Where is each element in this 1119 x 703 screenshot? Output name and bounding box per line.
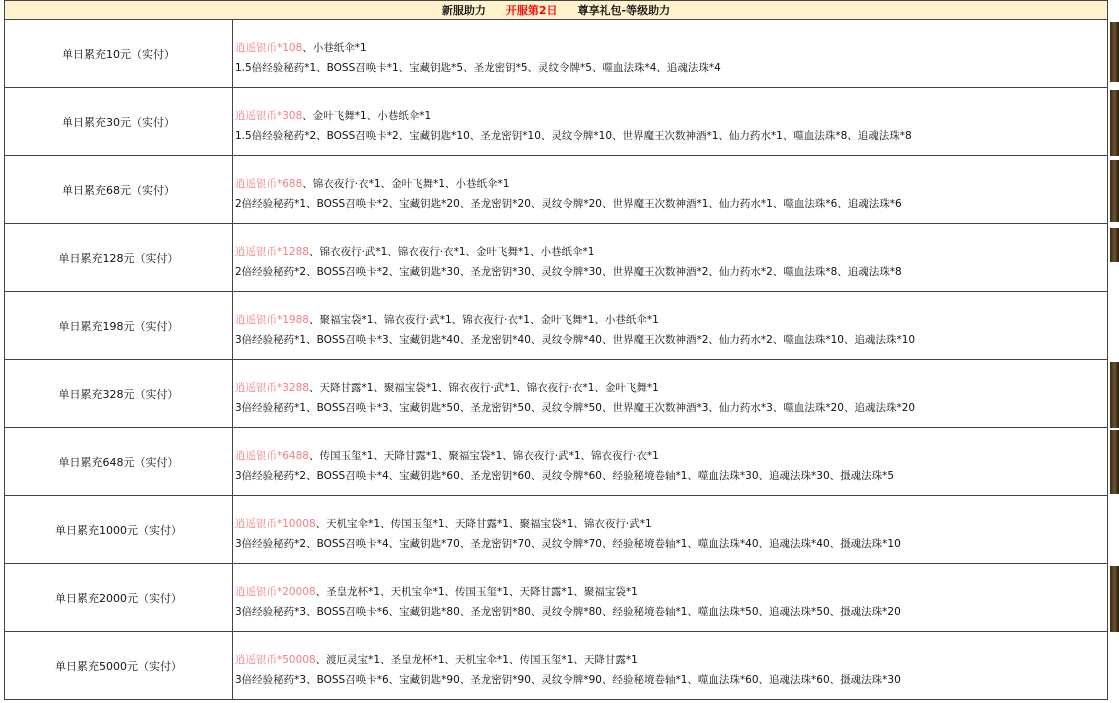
side-image-strip xyxy=(1110,228,1119,262)
reward-line-2: 3倍经验秘药*1、BOSS召唤卡*3、宝藏钥匙*50、圣龙密钥*50、灵纹令牌*50、世界魔王次数神酒*3、仙力药水*3、噬血法珠*20、追魂法珠*20 xyxy=(235,402,916,414)
side-image-strip xyxy=(1110,566,1119,632)
reward-items: 、金叶飞舞*1、小巷纸伞*1 xyxy=(302,110,432,122)
reward-line-2: 3倍经验秘药*1、BOSS召唤卡*3、宝藏钥匙*40、圣龙密钥*40、灵纹令牌*40、世界魔王次数神酒*2、仙力药水*2、噬血法珠*10、追魂法珠*10 xyxy=(235,334,916,346)
table-row xyxy=(4,156,1108,224)
reward-cell xyxy=(233,496,1107,563)
tier-label: 单日累充5000元（实付） xyxy=(55,659,182,673)
reward-line-2: 1.5倍经验秘药*2、BOSS召唤卡*2、宝藏钥匙*10、圣龙密钥*10、灵纹令牌*10、世界魔王次数神酒*1、仙力药水*1、噬血法珠*8、追魂法珠*8 xyxy=(235,130,912,142)
header-package: 尊享礼包-等级助力 xyxy=(577,4,671,17)
side-image-strip xyxy=(1110,430,1119,494)
side-image-strip xyxy=(1110,22,1119,82)
tier-cell xyxy=(5,224,233,291)
side-image-strip xyxy=(1110,90,1119,156)
silver-coin-reward: 逍遥银币*50008 xyxy=(235,654,316,666)
reward-line-1 xyxy=(235,378,1107,398)
table-row xyxy=(4,496,1108,564)
silver-coin-reward: 逍遥银币*3288 xyxy=(235,382,309,394)
reward-items: 、传国玉玺*1、天降甘露*1、聚福宝袋*1、锦衣夜行·武*1、锦衣夜行·衣*1 xyxy=(308,450,659,462)
reward-cell xyxy=(233,564,1107,631)
silver-coin-reward: 逍遥银币*108 xyxy=(235,42,303,54)
reward-line-2: 2倍经验秘药*2、BOSS召唤卡*2、宝藏钥匙*30、圣龙密钥*30、灵纹令牌*30、世界魔王次数神酒*2、仙力药水*2、噬血法珠*8、追魂法珠*8 xyxy=(235,266,902,278)
reward-line-1 xyxy=(235,446,1107,466)
reward-table xyxy=(4,0,1108,703)
tier-cell xyxy=(5,156,233,223)
tier-label: 单日累充198元（实付） xyxy=(58,319,179,333)
reward-line-1 xyxy=(235,174,1107,194)
silver-coin-reward: 逍遥银币*1988 xyxy=(235,314,309,326)
table-row xyxy=(4,292,1108,360)
reward-cell xyxy=(233,224,1107,291)
tier-label: 单日累充2000元（实付） xyxy=(55,591,182,605)
reward-line-1 xyxy=(235,106,1107,126)
reward-cell xyxy=(233,156,1107,223)
silver-coin-reward: 逍遥银币*308 xyxy=(235,110,303,122)
reward-cell xyxy=(233,632,1107,699)
reward-items: 、圣皇龙杯*1、天机宝伞*1、传国玉玺*1、天降甘露*1、聚福宝袋*1 xyxy=(315,586,638,598)
tier-cell xyxy=(5,564,233,631)
reward-line-1 xyxy=(235,310,1107,330)
reward-cell xyxy=(233,428,1107,495)
tier-label: 单日累充328元（实付） xyxy=(58,387,179,401)
header-newserver: 新服助力 xyxy=(441,4,486,17)
silver-coin-reward: 逍遥银币*688 xyxy=(235,178,303,190)
silver-coin-reward: 逍遥银币*20008 xyxy=(235,586,316,598)
tier-cell xyxy=(5,292,233,359)
tier-label: 单日累充10元（实付） xyxy=(62,47,175,61)
silver-coin-reward: 逍遥银币*1288 xyxy=(235,246,309,258)
table-row xyxy=(4,224,1108,292)
silver-coin-reward: 逍遥银币*10008 xyxy=(235,518,316,530)
reward-line-2: 3倍经验秘药*2、BOSS召唤卡*4、宝藏钥匙*60、圣龙密钥*60、灵纹令牌*60、经验秘境卷轴*1、噬血法珠*30、追魂法珠*30、摄魂法珠*5 xyxy=(235,470,895,482)
tier-cell xyxy=(5,496,233,563)
side-image-strip xyxy=(1110,160,1119,222)
tier-cell xyxy=(5,632,233,699)
reward-line-2: 1.5倍经验秘药*1、BOSS召唤卡*1、宝藏钥匙*5、圣龙密钥*5、灵纹令牌*5、噬血法珠*4、追魂法珠*4 xyxy=(235,62,721,74)
tier-label: 单日累充30元（实付） xyxy=(62,115,175,129)
tier-label: 单日累充128元（实付） xyxy=(58,251,179,265)
table-row xyxy=(4,632,1108,700)
reward-items: 、锦衣夜行·武*1、锦衣夜行·衣*1、金叶飞舞*1、小巷纸伞*1 xyxy=(308,246,595,258)
table-body xyxy=(4,20,1108,700)
reward-line-2: 3倍经验秘药*3、BOSS召唤卡*6、宝藏钥匙*80、圣龙密钥*80、灵纹令牌*80、经验秘境卷轴*1、噬血法珠*50、追魂法珠*50、摄魂法珠*20 xyxy=(235,606,901,618)
silver-coin-reward: 逍遥银币*6488 xyxy=(235,450,309,462)
table-header xyxy=(4,0,1108,20)
reward-cell xyxy=(233,292,1107,359)
reward-items: 、小巷纸伞*1 xyxy=(302,42,367,54)
table-row xyxy=(4,564,1108,632)
reward-cell xyxy=(233,360,1107,427)
reward-items: 、天机宝伞*1、传国玉玺*1、天降甘露*1、聚福宝袋*1、锦衣夜行·武*1 xyxy=(315,518,652,530)
tier-cell xyxy=(5,20,233,87)
tier-cell xyxy=(5,360,233,427)
reward-line-1 xyxy=(235,514,1107,534)
reward-items: 、天降甘露*1、聚福宝袋*1、锦衣夜行·武*1、锦衣夜行·衣*1、金叶飞舞*1 xyxy=(308,382,659,394)
reward-line-2: 2倍经验秘药*1、BOSS召唤卡*2、宝藏钥匙*20、圣龙密钥*20、灵纹令牌*20、世界魔王次数神酒*1、仙力药水*1、噬血法珠*6、追魂法珠*6 xyxy=(235,198,902,210)
tier-label: 单日累充648元（实付） xyxy=(58,455,179,469)
tier-cell xyxy=(5,88,233,155)
reward-items: 、锦衣夜行·衣*1、金叶飞舞*1、小巷纸伞*1 xyxy=(302,178,510,190)
reward-items: 、渡厄灵宝*1、圣皇龙杯*1、天机宝伞*1、传国玉玺*1、天降甘露*1 xyxy=(315,654,638,666)
tier-label: 单日累充1000元（实付） xyxy=(55,523,182,537)
reward-line-1 xyxy=(235,650,1107,670)
reward-line-1 xyxy=(235,38,1107,58)
side-image-strip xyxy=(1110,362,1119,428)
tier-cell xyxy=(5,428,233,495)
reward-line-1 xyxy=(235,582,1107,602)
table-row xyxy=(4,88,1108,156)
reward-line-2: 3倍经验秘药*2、BOSS召唤卡*4、宝藏钥匙*70、圣龙密钥*70、灵纹令牌*70、经验秘境卷轴*1、噬血法珠*40、追魂法珠*40、摄魂法珠*10 xyxy=(235,538,901,550)
table-row xyxy=(4,20,1108,88)
reward-cell xyxy=(233,88,1107,155)
reward-items: 、聚福宝袋*1、锦衣夜行·武*1、锦衣夜行·衣*1、金叶飞舞*1、小巷纸伞*1 xyxy=(308,314,659,326)
table-row xyxy=(4,360,1108,428)
tier-label: 单日累充68元（实付） xyxy=(62,183,175,197)
table-row xyxy=(4,428,1108,496)
reward-line-2: 3倍经验秘药*3、BOSS召唤卡*6、宝藏钥匙*90、圣龙密钥*90、灵纹令牌*90、经验秘境卷轴*1、噬血法珠*60、追魂法珠*60、摄魂法珠*30 xyxy=(235,674,901,686)
header-day: 开服第2日 xyxy=(505,4,558,17)
reward-line-1 xyxy=(235,242,1107,262)
reward-cell xyxy=(233,20,1107,87)
